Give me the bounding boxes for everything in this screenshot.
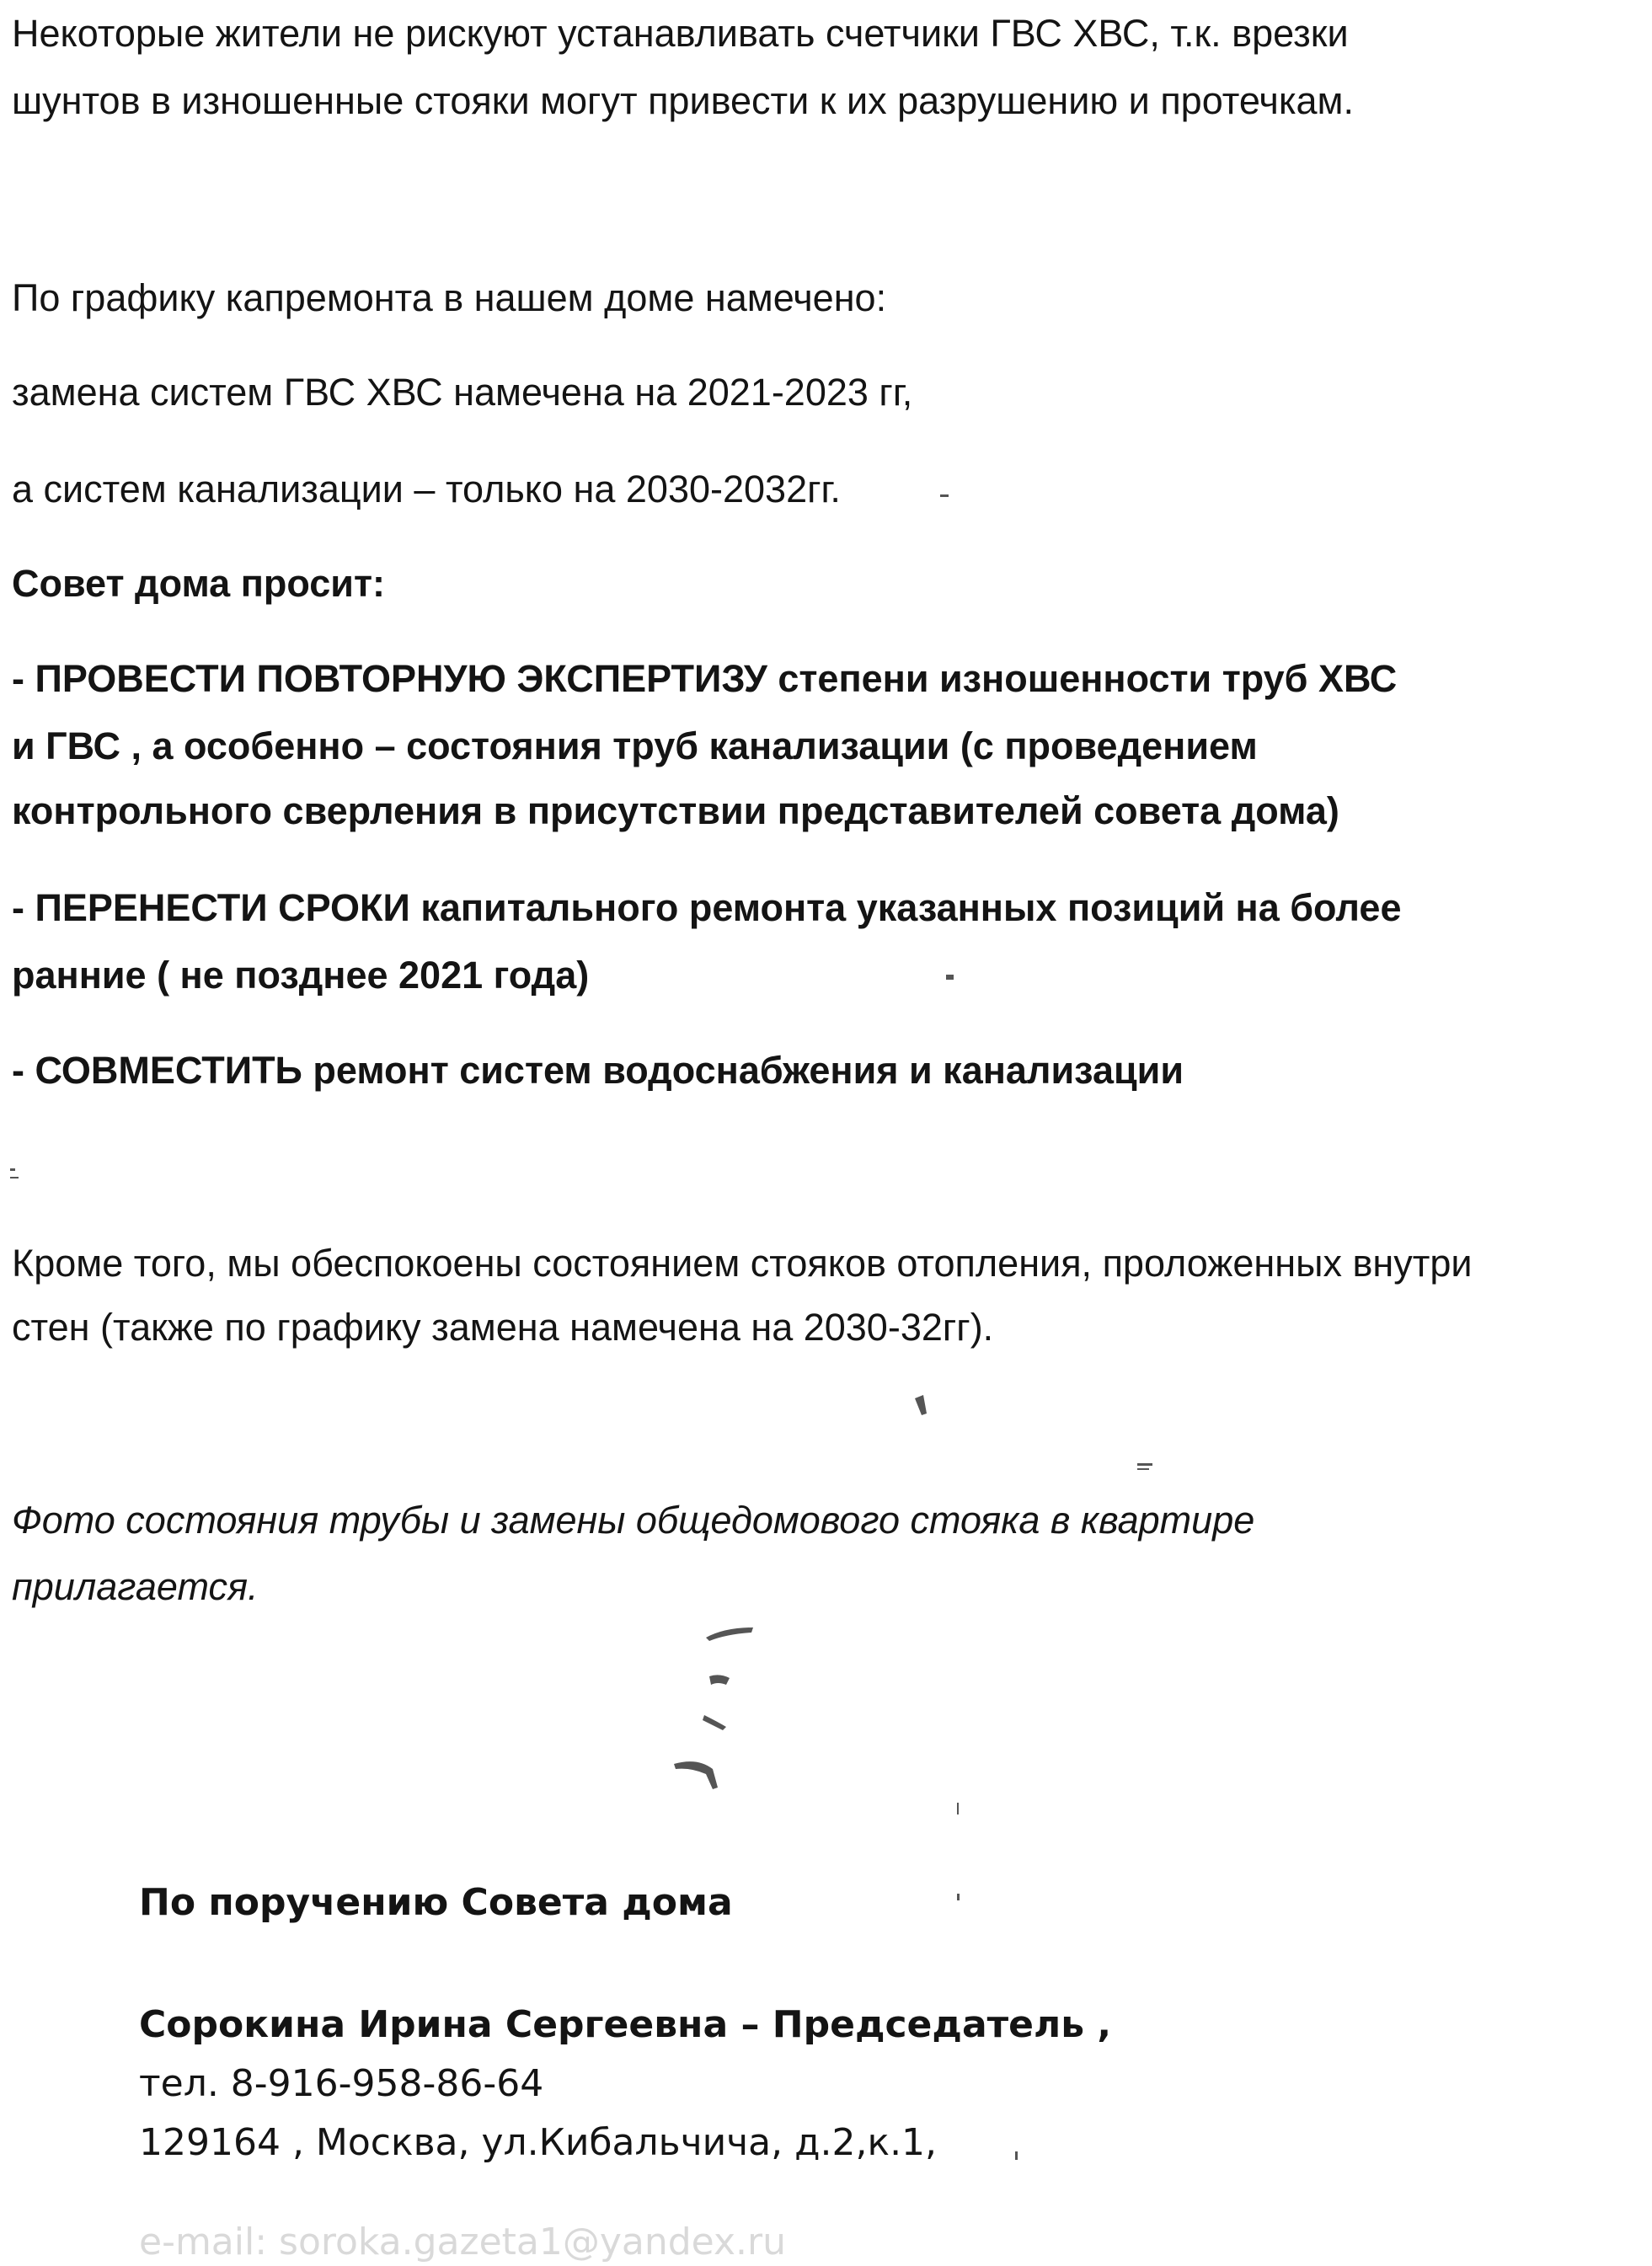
speck (706, 1627, 753, 1641)
signatory-name-role: Сорокина Ирина Сергеевна – Председатель , (139, 2003, 1112, 2046)
signatory-address: 129164 , Москва, ул.Кибальчича, д.2,к.1, (139, 2121, 938, 2164)
request-reschedule-line-1: - ПЕРЕНЕСТИ СРОКИ капитального ремонта указанных позиций на более (12, 886, 1402, 929)
paragraph-residents-line-1: Некоторые жители не рискуют устанавливать счетчики ГВС ХВС, т.к. врезки (12, 12, 1349, 55)
request-heading: Совет дома просит: (12, 562, 385, 605)
signatory-phone: тел. 8-916-958-86-64 (139, 2062, 544, 2105)
speck (946, 975, 954, 980)
request-expertise-line-3: контрольного сверления в присутствии представителей совета дома) (12, 789, 1339, 832)
speck (674, 1761, 718, 1789)
speck (1137, 1463, 1152, 1466)
speck (957, 1894, 960, 1900)
on-behalf-of-council: По поручению Совета дома (139, 1881, 733, 1924)
photo-note-line-1: Фото состояния трубы и замены общедомового стояка в квартире (12, 1499, 1255, 1542)
speck (1015, 2151, 1018, 2160)
signatory-email: e-mail: soroka.gazeta1@yandex.ru (139, 2221, 786, 2263)
speck (709, 1675, 730, 1685)
speck (915, 1395, 927, 1415)
speck (10, 1168, 15, 1171)
speck (10, 1177, 19, 1178)
speck (1137, 1468, 1149, 1470)
paragraph-residents-line-2: шунтов в изношенные стояки могут привести к их разрушению и протечкам. (12, 79, 1354, 122)
speck (703, 1715, 726, 1730)
photo-note-line-2: прилагается. (12, 1565, 259, 1608)
request-combine: - СОВМЕСТИТЬ ремонт систем водоснабжения и канализации (12, 1049, 1184, 1092)
schedule-sewer-systems: а систем канализации – только на 2030-2032гг. (12, 468, 841, 510)
heating-risers-line-2: стен (также по графику замена намечена на 2030-32гг). (12, 1306, 994, 1349)
schedule-intro: По графику капремонта в нашем доме намечено: (12, 276, 887, 319)
schedule-water-systems: замена систем ГВС ХВС намечена на 2021-2023 гг, (12, 371, 913, 414)
speck (940, 494, 949, 497)
heating-risers-line-1: Кроме того, мы обеспокоены состоянием стояков отопления, проложенных внутри (12, 1242, 1473, 1285)
speck (957, 1803, 959, 1814)
request-expertise-line-2: и ГВС , а особенно – состояния труб канализации (с проведением (12, 724, 1258, 767)
request-expertise-line-1: - ПРОВЕСТИ ПОВТОРНУЮ ЭКСПЕРТИЗУ степени изношенности труб ХВС (12, 657, 1398, 700)
request-reschedule-line-2: ранние ( не позднее 2021 года) (12, 954, 590, 997)
